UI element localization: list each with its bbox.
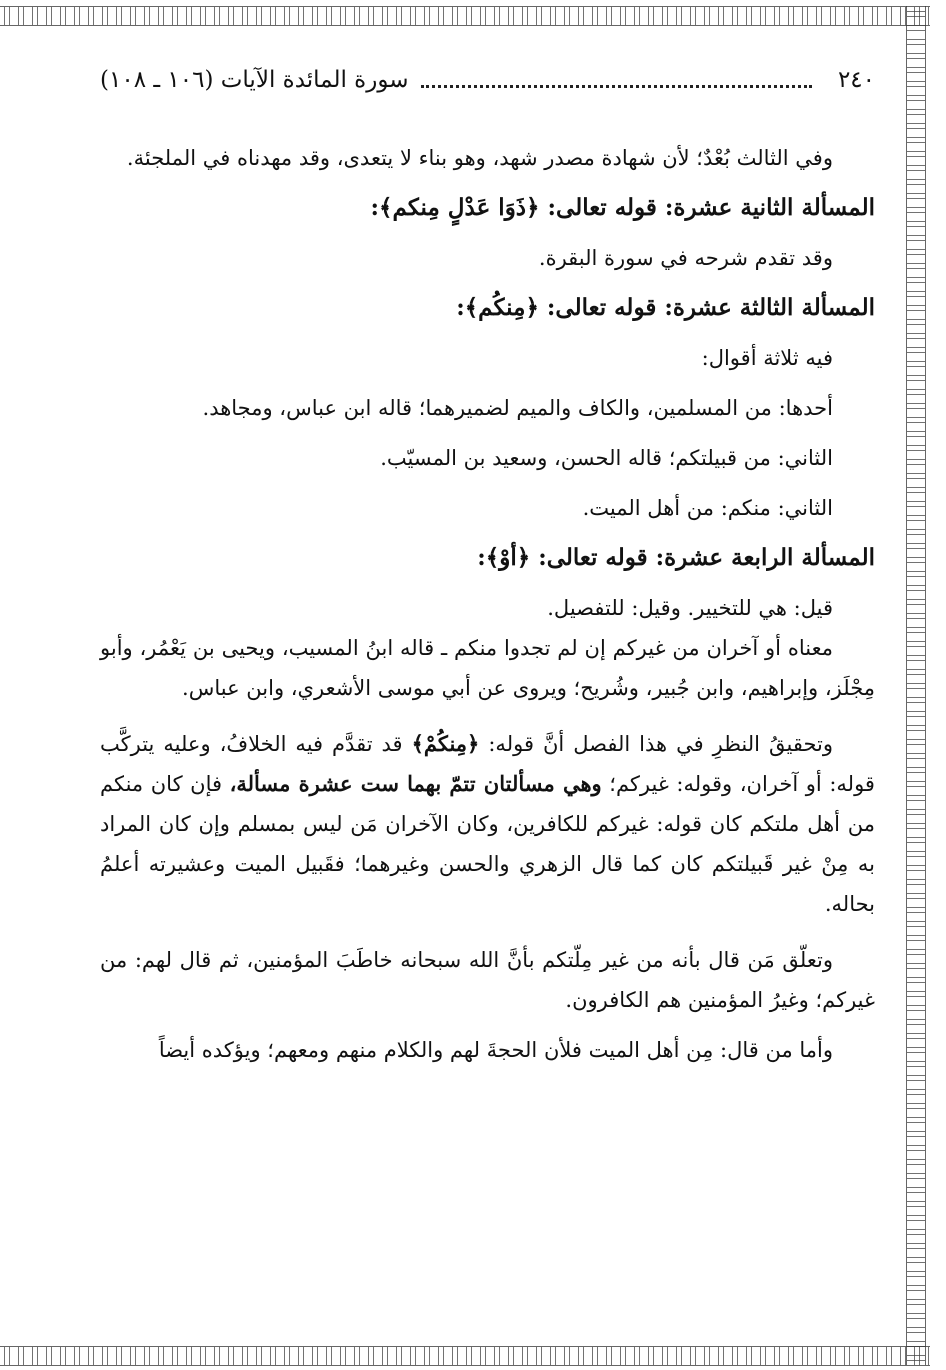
header-title: سورة المائدة الآيات (١٠٦ ـ ١٠٨) bbox=[100, 67, 409, 93]
paragraph: فيه ثلاثة أقوال: bbox=[701, 346, 833, 370]
header-dot-leader bbox=[421, 85, 812, 88]
decorative-border-right bbox=[906, 6, 926, 1365]
paragraph: أحدها: من المسلمين، والكاف والميم لضميرهما؛ قاله ابن عباس، ومجاهد. bbox=[202, 396, 833, 420]
paragraph: الثاني: منكم: من أهل الميت. bbox=[582, 496, 833, 520]
section-heading: المسألة الرابعة عشرة: قوله تعالى: ﴿أوْ﴾: bbox=[477, 544, 875, 571]
paragraph bbox=[100, 724, 875, 924]
section-heading: المسألة الثالثة عشرة: قوله تعالى: ﴿مِنكُم﴾: bbox=[456, 294, 875, 321]
quran-quote: ﴿مِنكُمْ﴾ bbox=[411, 731, 480, 756]
paragraph: الثاني: من قبيلتكم؛ قاله الحسن، وسعيد بن المسيّب. bbox=[380, 446, 833, 470]
paragraph-text: وتحقيقُ النظرِ في هذا الفصل أنَّ قوله: bbox=[479, 732, 833, 756]
running-header bbox=[100, 60, 875, 100]
decorative-border-top bbox=[0, 6, 930, 26]
paragraph: معناه أو آخران من غيركم إن لم تجدوا منكم ـ قاله ابنُ المسيب، ويحيى بن يَعْمُر، وأبو مِجْلَز، وإبراهيم، وابن جُبير، وشُريح؛ ويروى عن أبي موسى الأشعري، وابن عباس. bbox=[100, 636, 875, 700]
bold-statement: وهي مسألتان تتمّ بهما ست عشرة مسألة، bbox=[229, 771, 602, 796]
page-content bbox=[100, 60, 875, 1070]
paragraph: قيل: هي للتخيير. وقيل: للتفصيل. bbox=[547, 596, 833, 620]
paragraph-text: فإن كان منكم من أهل ملتكم كان قوله: غيركم للكافرين، وكان الآخران مَن ليس بمسلم وإن كان المراد به مِنْ غير قَبيلتكم كان كما قال الزهري والحسن وغيرهما؛ فقَبيل الميت وعشيرته أعلمُ بحاله. bbox=[100, 772, 875, 916]
section-heading: المسألة الثانية عشرة: قوله تعالى: ﴿ذَوَا عَدْلٍ مِنكم﴾: bbox=[370, 194, 875, 221]
paragraph: وفي الثالث بُعْدٌ؛ لأن شهادة مصدر شهد، وهو بناء لا يتعدى، وقد مهدناه في الملجئة. bbox=[126, 146, 833, 170]
paragraph-text: قد تقدَّم فيه الخلافُ، وعليه يتركَّب قوله: أو آخران، وقوله: غيركم؛ bbox=[100, 732, 875, 796]
paragraph: وقد تقدم شرحه في سورة البقرة. bbox=[538, 246, 833, 270]
paragraph: وأما من قال: مِن أهل الميت فلأن الحجةَ لهم والكلام منهم ومعهم؛ ويؤكده أيضاً bbox=[158, 1038, 833, 1062]
decorative-border-bottom bbox=[0, 1346, 930, 1366]
paragraph: وتعلّق مَن قال بأنه من غير مِلّتكم بأنَّ الله سبحانه خاطَبَ المؤمنين، ثم قال لهم: من غيركم؛ وغيرُ المؤمنين هم الكافرون. bbox=[100, 948, 875, 1012]
page-number: ٢٤٠ bbox=[837, 67, 875, 93]
